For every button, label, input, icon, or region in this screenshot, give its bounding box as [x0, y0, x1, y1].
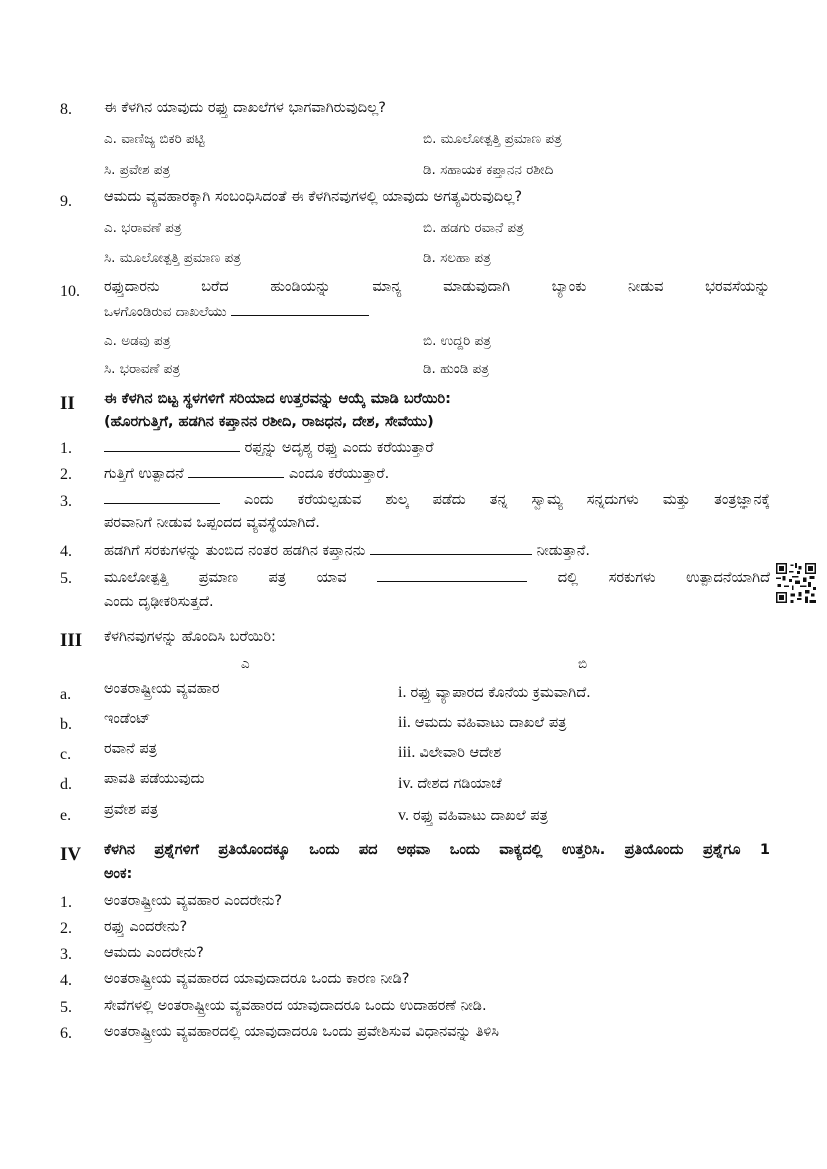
option-c: ಸಿ. ಭರಾವಣೆ ಪತ್ರ [104, 361, 181, 377]
column-a-item: ರವಾನೆ ಪತ್ರ [104, 741, 157, 757]
item-number: 5. [60, 999, 72, 1016]
section-title: ಕೆಳಗಿನ ಪ್ರಶ್ನೆಗಳಿಗೆ ಪ್ರತಿಯೊಂದಕ್ಕೂ ಒಂದು ಪದ ಅಥವಾ ಒಂದು ವಾಕ್ಯದಲ್ಲಿ ಉತ್ತರಿಸಿ. ಪ್ರತಿಯೊಂದು ಪ್ರಶ್ನೆಗೂ 1 [104, 842, 770, 858]
option-c: ಸಿ. ಪ್ರವೇಶ ಪತ್ರ [104, 162, 171, 178]
column-b-item: iii. ವಿಲೇವಾರಿ ಆದೇಶ [398, 744, 502, 761]
answer-blank [188, 476, 284, 478]
column-a-item: ಪ್ರವೇಶ ಪತ್ರ [104, 802, 159, 818]
fill-blank-item-line2: ಪರವಾನಿಗೆ ನೀಡುವ ಒಪ್ಪಂದದ ವ್ಯವಸ್ಥೆಯಾಗಿದೆ. [104, 515, 320, 531]
item-number: 5. [60, 570, 72, 587]
section-answer-options: (ಹೊರಗುತ್ತಿಗೆ, ಹಡಗಿನ ಕಪ್ತಾನನ ರಶೀದಿ, ರಾಜಧನ, ದೇಶ, ಸೇವೆಯು) [104, 414, 434, 430]
section-title: ಈ ಕೆಳಗಿನ ಬಿಟ್ಟ ಸ್ಥಳಗಳಿಗೆ ಸರಿಯಾದ ಉತ್ತರವನ್ನು ಆಯ್ಕೆ ಮಾಡಿ ಬರೆಯಿರಿ: [104, 391, 451, 407]
row-letter: b. [60, 716, 72, 733]
row-letter: a. [60, 686, 72, 703]
question-number: 10. [60, 283, 80, 300]
question-text: ಆಮದು ವ್ಯವಹಾರಕ್ಕಾಗಿ ಸಂಬಂಧಿಸಿದಂತೆ ಈ ಕೆಳಗಿನವುಗಳಲ್ಲಿ ಯಾವುದು ಅಗತ್ಯವಿರುವುದಿಲ್ಲ? [104, 189, 523, 205]
answer-blank [231, 314, 369, 316]
column-a-header: ಎ [241, 656, 250, 672]
fill-blank-item: ಎಂದು ಕರೆಯಲ್ಪಡುವ ಶುಲ್ಕ ಪಡೆದು ತನ್ನ ಸ್ವಾಮ್ಯ ಸನ್ನದುಗಳು ಮತ್ತು ತಂತ್ರಜ್ಞಾನಕ್ಕೆ [104, 492, 770, 508]
answer-blank [104, 450, 240, 452]
row-letter: c. [60, 746, 72, 763]
item-number: 1. [60, 440, 72, 457]
section-number: IV [60, 844, 82, 865]
item-number: 2. [60, 920, 72, 937]
option-d: ಡಿ. ಸಹಾಯಕ ಕಪ್ತಾನನ ರಶೀದಿ [423, 162, 554, 178]
item-number: 6. [60, 1025, 72, 1042]
item-number: 2. [60, 466, 72, 483]
fill-blank-item-line2: ಎಂದು ದೃಢೀಕರಿಸುತ್ತದೆ. [104, 594, 214, 610]
option-a: ಎ. ಅಡವು ಪತ್ರ [104, 333, 171, 349]
option-d: ಡಿ. ಹುಂಡಿ ಪತ್ರ [423, 361, 489, 377]
column-a-item: ಇಂಡೆಂಟ್ [104, 711, 151, 727]
option-b: ಬಿ. ಮೂಲೋತ್ಪತ್ತಿ ಪ್ರಮಾಣ ಪತ್ರ [423, 131, 562, 147]
column-b-item: i. ರಫ್ತು ವ್ಯಾಪಾರದ ಕೊನೆಯ ಕ್ರಮವಾಗಿದೆ. [398, 684, 591, 701]
short-answer-question: ಅಂತರಾಷ್ಟ್ರೀಯ ವ್ಯವಹಾರದ ಯಾವುದಾದರೂ ಒಂದು ಕಾರಣ ನೀಡಿ? [104, 971, 410, 987]
item-number: 3. [60, 946, 72, 963]
question-text-line2: ಒಳಗೊಂಡಿರುವ ದಾಖಲೆಯು [104, 304, 369, 320]
section-title-line2: ಅಂಕ: [104, 866, 133, 882]
item-number: 4. [60, 972, 72, 989]
fill-blank-item: ರಫ್ತನ್ನು ಅದೃಶ್ಯ ರಫ್ತು ಎಂದು ಕರೆಯುತ್ತಾರೆ [104, 440, 434, 456]
fill-blank-item: ಗುತ್ತಿಗೆ ಉತ್ಪಾದನೆ ಎಂದೂ ಕರೆಯುತ್ತಾರೆ. [104, 466, 390, 482]
answer-blank [370, 553, 532, 555]
option-c: ಸಿ. ಮೂಲೋತ್ಪತ್ತಿ ಪ್ರಮಾಣ ಪತ್ರ [104, 250, 241, 266]
option-d: ಡಿ. ಸಲಹಾ ಪತ್ರ [423, 250, 491, 266]
answer-blank [104, 502, 220, 504]
question-number: 8. [60, 101, 72, 118]
item-number: 3. [60, 493, 72, 510]
row-letter: d. [60, 776, 72, 793]
option-a: ಎ. ಭರಾವಣೆ ಪತ್ರ [104, 220, 182, 236]
fill-blank-item: ಮೂಲೋತ್ಪತ್ತಿ ಪ್ರಮಾಣ ಪತ್ರ ಯಾವ ದಲ್ಲಿ ಸರಕುಗಳು ಉತ್ಪಾದನೆಯಾಗಿದೆ [104, 570, 771, 586]
option-b: ಬಿ. ಉದ್ದರಿ ಪತ್ರ [423, 333, 491, 349]
section-number: III [60, 630, 83, 651]
row-letter: e. [60, 807, 72, 824]
answer-blank [377, 580, 527, 582]
short-answer-question: ಸೇವೆಗಳಲ್ಲಿ ಅಂತರಾಷ್ಟ್ರೀಯ ವ್ಯವಹಾರದ ಯಾವುದಾದರೂ ಒಂದು ಉದಾಹರಣೆ ನೀಡಿ. [104, 998, 487, 1014]
column-b-header: ಬಿ [578, 656, 588, 672]
item-number: 4. [60, 543, 72, 560]
column-a-item: ಪಾವತಿ ಪಡೆಯುವುದು [104, 771, 205, 787]
qr-code-icon [776, 563, 816, 603]
option-a: ಎ. ವಾಣಿಜ್ಯ ಬಿಕರಿ ಪಟ್ಟಿ [104, 131, 205, 147]
item-number: 1. [60, 894, 72, 911]
column-b-item: v. ರಫ್ತು ವಹಿವಾಟು ದಾಖಲೆ ಪತ್ರ [398, 807, 548, 824]
column-a-item: ಅಂತರಾಷ್ಟ್ರೀಯ ವ್ಯವಹಾರ [104, 681, 220, 697]
short-answer-question: ಅಂತರಾಷ್ಟ್ರೀಯ ವ್ಯವಹಾರದಲ್ಲಿ ಯಾವುದಾದರೂ ಒಂದು ಪ್ರವೇಶಿಸುವ ವಿಧಾನವನ್ನು ತಿಳಿಸಿ [104, 1024, 500, 1040]
fill-blank-item: ಹಡಗಿಗೆ ಸರಕುಗಳನ್ನು ತುಂಬಿದ ನಂತರ ಹಡಗಿನ ಕಪ್ತಾನನು ನೀಡುತ್ತಾನೆ. [104, 543, 590, 559]
short-answer-question: ಅಂತರಾಷ್ಟ್ರೀಯ ವ್ಯವಹಾರ ಎಂದರೇನು? [104, 893, 283, 909]
option-b: ಬಿ. ಹಡಗು ರವಾನೆ ಪತ್ರ [423, 220, 524, 236]
question-text-line1: ರಫ್ತುದಾರನು ಬರೆದ ಹುಂಡಿಯನ್ನು ಮಾನ್ಯ ಮಾಡುವುದಾಗಿ ಬ್ಯಾಂಕು ನೀಡುವ ಭರವಸೆಯನ್ನು [104, 279, 770, 295]
question-number: 9. [60, 193, 72, 210]
short-answer-question: ಆಮದು ಎಂದರೇನು? [104, 945, 204, 961]
column-b-item: ii. ಆಮದು ವಹಿವಾಟು ದಾಖಲೆ ಪತ್ರ [398, 714, 567, 731]
question-text: ಈ ಕೆಳಗಿನ ಯಾವುದು ರಫ್ತು ದಾಖಲೆಗಳ ಭಾಗವಾಗಿರುವುದಿಲ್ಲ? [104, 100, 386, 116]
section-title: ಕೆಳಗಿನವುಗಳನ್ನು ಹೊಂದಿಸಿ ಬರೆಯಿರಿ: [104, 629, 276, 645]
column-b-item: iv. ದೇಶದ ಗಡಿಯಾಚೆ [398, 775, 502, 792]
short-answer-question: ರಫ್ತು ಎಂದರೇನು? [104, 919, 188, 935]
section-number: II [60, 393, 75, 414]
